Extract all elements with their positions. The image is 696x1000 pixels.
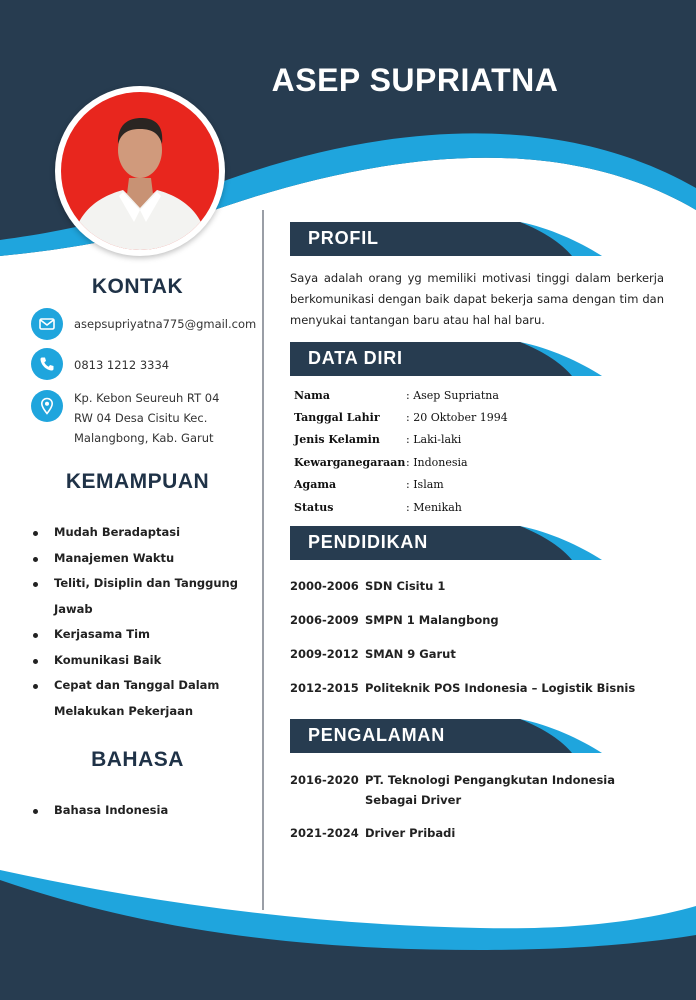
profile-heading: PROFIL xyxy=(308,228,379,248)
skill-item: Kerjasama Tim xyxy=(28,622,258,648)
skill-item: Cepat dan Tanggal Dalam Melakukan Pekerjaan xyxy=(28,673,258,724)
table-row xyxy=(294,384,508,406)
education-years: 2006-2009 xyxy=(290,613,359,627)
data-label: Status xyxy=(294,500,334,514)
table-row xyxy=(294,451,508,473)
email-icon xyxy=(31,308,63,340)
education-years: 2012-2015 xyxy=(290,681,359,695)
data-value: : Islam xyxy=(406,478,444,492)
language-item: Bahasa Indonesia xyxy=(28,798,258,824)
address-line: Kp. Kebon Seureuh RT 04 xyxy=(74,391,220,405)
experience-years: 2021-2024 xyxy=(290,826,359,840)
data-value: : Asep Supriatna xyxy=(406,388,499,402)
education-section-header xyxy=(290,526,602,560)
data-label: Agama xyxy=(294,478,337,492)
data-label: Nama xyxy=(294,388,330,402)
table-row xyxy=(294,474,508,496)
experience-years: 2016-2020 xyxy=(290,773,359,787)
education-school: SDN Cisitu 1 xyxy=(365,579,446,593)
skill-item: Komunikasi Baik xyxy=(28,648,258,674)
education-heading: PENDIDIKAN xyxy=(308,532,429,552)
education-school: SMPN 1 Malangbong xyxy=(365,613,499,627)
contact-address xyxy=(74,388,219,448)
contact-email: asepsupriyatna775@gmail.com xyxy=(74,317,257,331)
phone-icon xyxy=(31,348,63,380)
profile-section-header xyxy=(290,222,602,256)
data-value: : Laki-laki xyxy=(406,433,462,447)
table-row xyxy=(294,406,508,428)
skill-item: Manajemen Waktu xyxy=(28,546,258,572)
table-row xyxy=(294,429,508,451)
experience-role: PT. Teknologi Pengangkutan Indonesia Sebagai Driver xyxy=(365,773,616,807)
column-divider xyxy=(262,210,264,910)
experience-heading: PENGALAMAN xyxy=(308,725,445,745)
location-pin-icon xyxy=(31,390,63,422)
profile-photo xyxy=(55,86,225,256)
language-list xyxy=(28,798,258,824)
skills-list xyxy=(28,520,258,724)
language-heading: BAHASA xyxy=(91,748,184,771)
education-school: SMAN 9 Garut xyxy=(365,647,456,661)
address-line: RW 04 Desa Cisitu Kec. xyxy=(74,411,208,425)
person-name: ASEP SUPRIATNA xyxy=(271,62,559,98)
contact-phone: 0813 1212 3334 xyxy=(74,358,170,372)
contact-heading: KONTAK xyxy=(91,275,184,298)
data-value: : Menikah xyxy=(406,500,462,514)
table-row xyxy=(294,496,508,518)
skills-heading: KEMAMPUAN xyxy=(65,470,210,493)
address-line: Malangbong, Kab. Garut xyxy=(74,431,214,445)
education-school: Politeknik POS Indonesia – Logistik Bisnis xyxy=(365,681,636,695)
education-years: 2000-2006 xyxy=(290,579,359,593)
personal-data-table xyxy=(294,384,508,518)
skill-item: Teliti, Disiplin dan Tanggung Jawab xyxy=(28,571,258,622)
experience-role: Driver Pribadi xyxy=(365,826,456,840)
education-years: 2009-2012 xyxy=(290,647,359,661)
profile-text: Saya adalah orang yg memiliki motivasi tinggi dalam berkerja berkomunikasi dengan baik dapat bekerja sama dengan tim dan menyukai tantangan baru atau hal hal baru. xyxy=(290,271,664,327)
data-value: : Indonesia xyxy=(406,455,468,469)
personal-data-section-header xyxy=(290,342,602,376)
experience-section-header xyxy=(290,719,602,753)
data-label: Jenis Kelamin xyxy=(294,433,380,447)
data-label: Kewarganegaraan xyxy=(294,455,406,469)
data-label: Tanggal Lahir xyxy=(294,411,380,425)
personal-data-heading: DATA DIRI xyxy=(308,348,403,368)
person-avatar-icon xyxy=(61,92,219,250)
data-value: : 20 Oktober 1994 xyxy=(406,411,508,425)
skill-item: Mudah Beradaptasi xyxy=(28,520,258,546)
